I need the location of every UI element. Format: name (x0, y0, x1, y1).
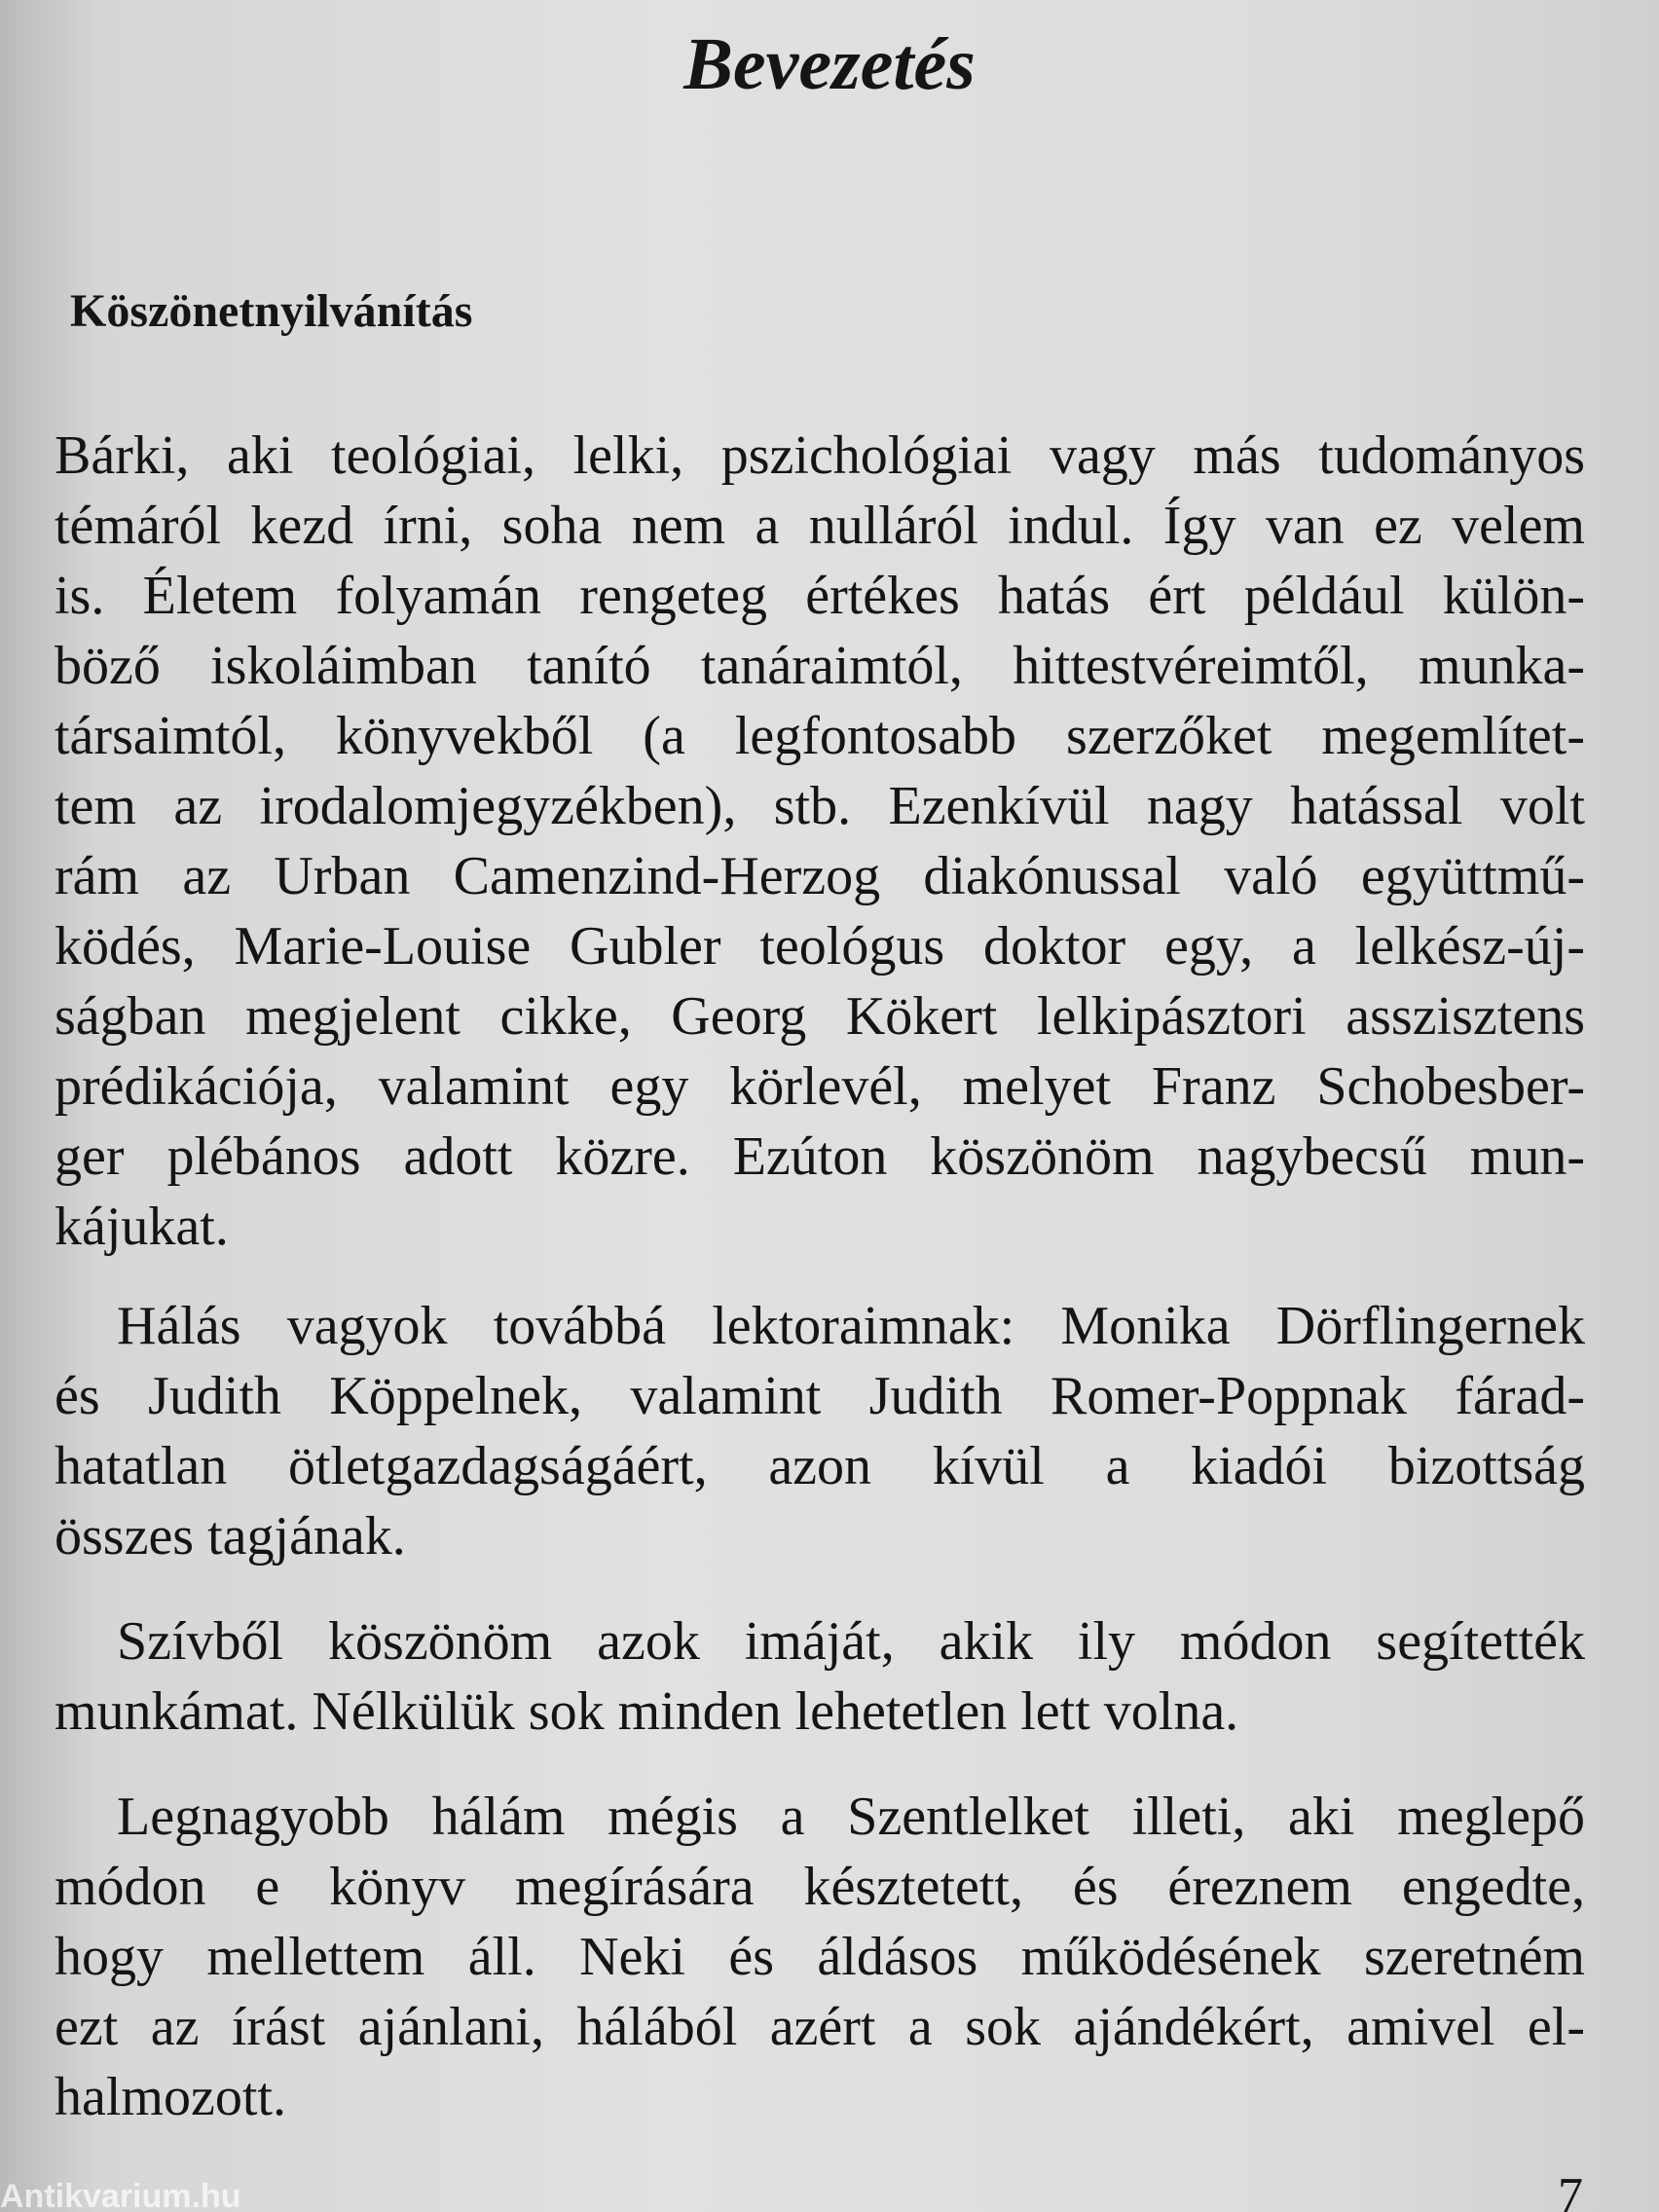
paragraph-line: tem az irodalomjegyzékben), stb. Ezenkívül nagy hatással volt (55, 776, 1585, 836)
paragraph-line: ezt az írást ajánlani, hálából azért a sok ajándékért, amivel el- (55, 1997, 1585, 2057)
paragraph-line: Bárki, aki teológiai, lelki, pszichológiai vagy más tudományos (55, 425, 1585, 486)
paragraph-line: Legnagyobb hálám mégis a Szentlelket illeti, aki meglepő (117, 1787, 1585, 1847)
paragraph-line: és Judith Köppelnek, valamint Judith Romer-Poppnak fárad- (55, 1366, 1585, 1426)
paragraph-line: is. Életem folyamán rengeteg értékes hatás ért például külön- (55, 566, 1585, 626)
paragraph-line: ger plébános adott közre. Ezúton köszönöm nagybecsű mun- (55, 1126, 1585, 1187)
paragraph-line: prédikációja, valamint egy körlevél, melyet Franz Schobesber- (55, 1056, 1585, 1117)
paragraph-line: halmozott. (55, 2067, 286, 2127)
paragraph-line: ságban megjelent cikke, Georg Kökert lelkipásztori asszisztens (55, 986, 1585, 1047)
watermark: Antikvarium.hu (0, 2178, 241, 2212)
paragraph-3 (55, 1606, 1585, 1747)
paragraph-line: rám az Urban Camenzind-Herzog diakónussal való együttmű- (55, 846, 1585, 906)
paragraph-line: böző iskoláimban tanító tanáraimtól, hittestvéreimtől, munka- (55, 636, 1585, 696)
paragraph-line: összes tagjának. (55, 1506, 406, 1567)
page-title: Bevezetés (683, 23, 976, 105)
paragraph-2 (55, 1291, 1585, 1571)
paragraph-4 (55, 1782, 1585, 2132)
paragraph-line: Hálás vagyok továbbá lektoraimnak: Monika Dörflingernek (117, 1296, 1585, 1356)
paragraph-line: ködés, Marie-Louise Gubler teológus doktor egy, a lelkész-új- (55, 916, 1585, 977)
paragraph-1 (55, 421, 1585, 1262)
paragraph-line: hogy mellettem áll. Neki és áldásos működésének szeretném (55, 1927, 1585, 1987)
paragraph-line: módon e könyv megírására késztetett, és éreznem engedte, (55, 1857, 1585, 1917)
paragraph-line: témáról kezd írni, soha nem a nulláról indul. Így van ez velem (55, 496, 1585, 556)
page-number: 7 (1558, 2168, 1583, 2212)
paragraph-line: társaimtól, könyvekből (a legfontosabb szerzőket megemlítet- (55, 706, 1585, 766)
section-heading: Köszönetnyilvánítás (70, 285, 473, 337)
paragraph-line: hatatlan ötletgazdagságáért, azon kívül a kiadói bizottság (55, 1436, 1585, 1496)
paragraph-line: munkámat. Nélkülük sok minden lehetetlen lett volna. (55, 1681, 1239, 1742)
paragraph-line: Szívből köszönöm azok imáját, akik ily módon segítették (117, 1611, 1585, 1672)
paragraph-line: kájukat. (55, 1197, 229, 1257)
